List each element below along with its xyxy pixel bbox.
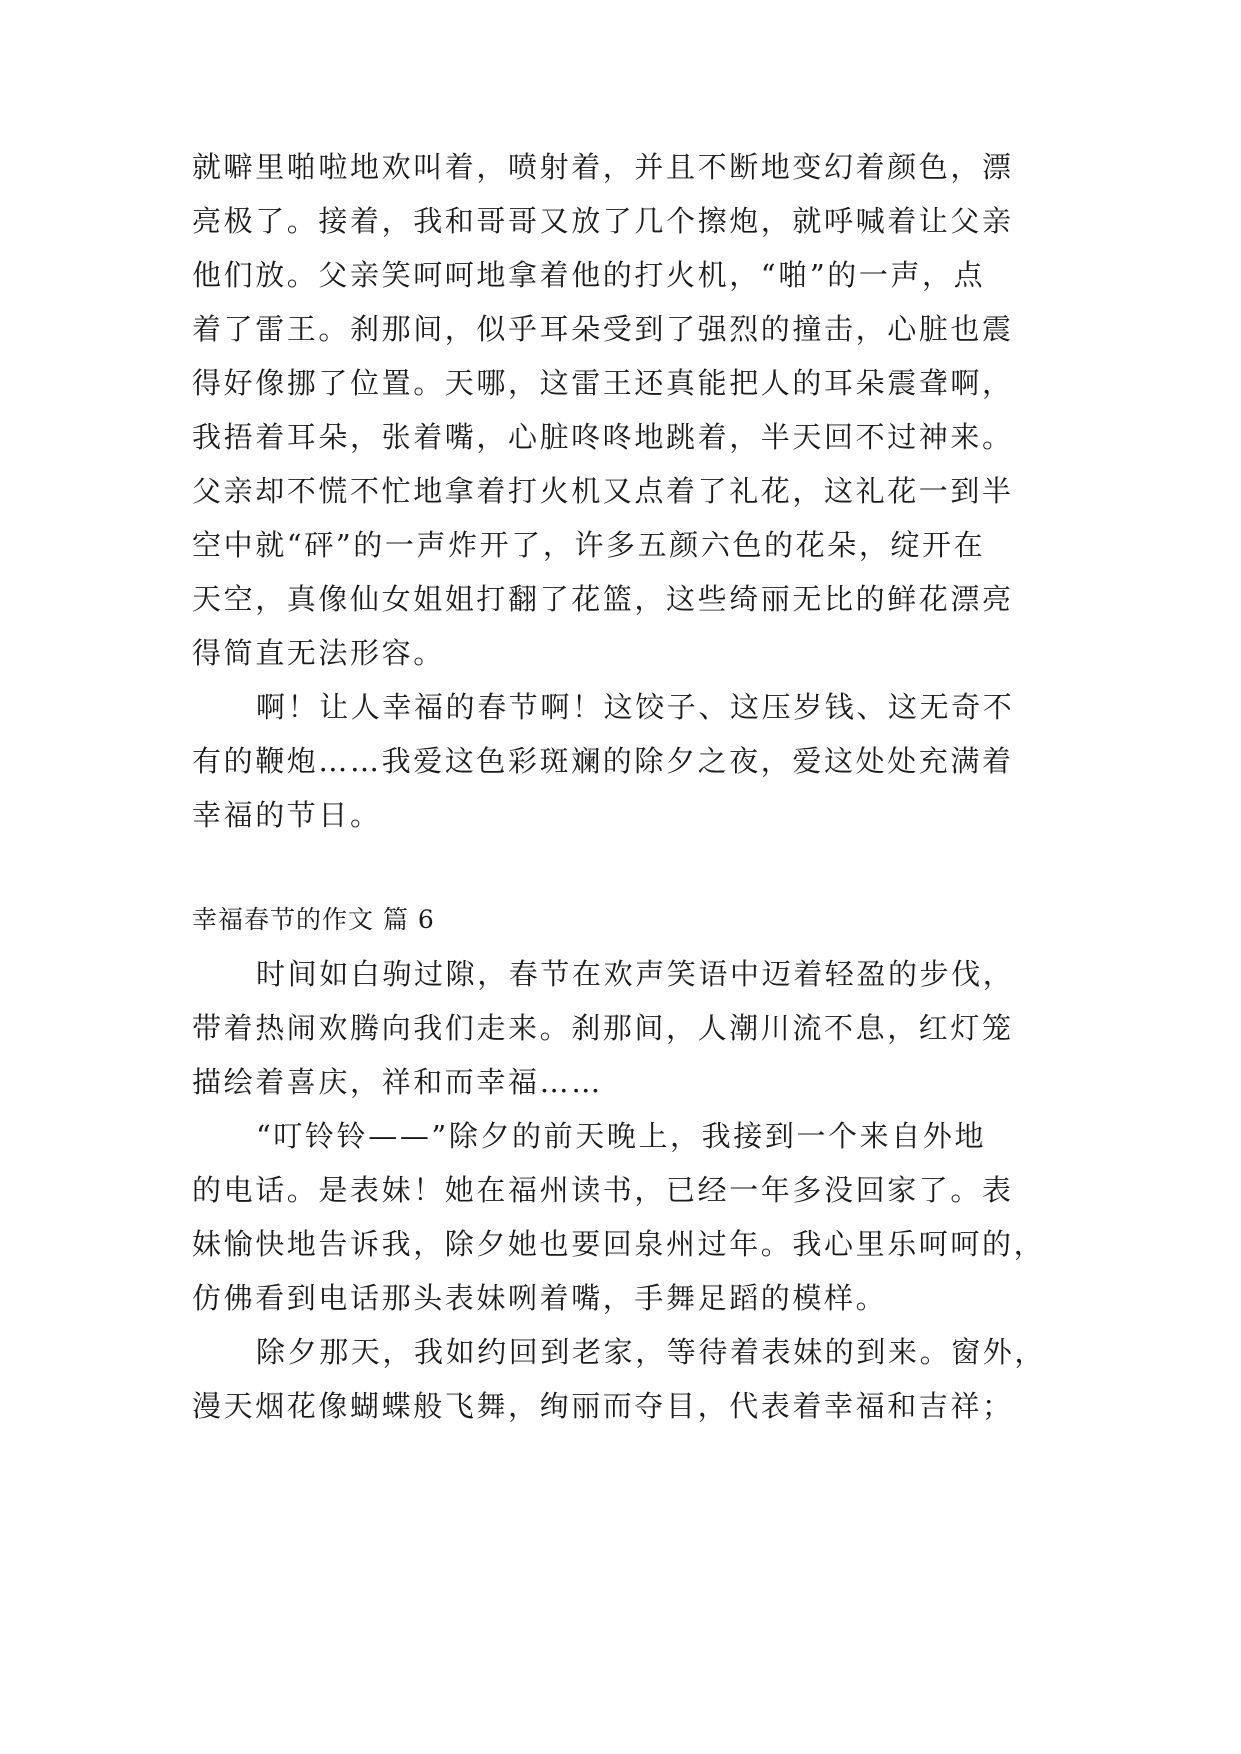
paragraph-line: 得简直无法形容。 (192, 636, 445, 670)
paragraph-line: 得好像挪了位置。天哪，这雷王还真能把人的耳朵震聋啊， (192, 366, 1014, 400)
paragraph-line: 仿佛看到电话那头表妹咧着嘴，手舞足蹈的模样。 (192, 1281, 888, 1315)
paragraph-line: 妹愉快地告诉我，除夕她也要回泉州过年。我心里乐呵呵的， (192, 1227, 1046, 1261)
paragraph-line: 除夕那天，我如约回到老家，等待着表妹的到来。窗外， (256, 1335, 1047, 1369)
paragraph-line: 时间如白驹过隙，春节在欢声笑语中迈着轻盈的步伐， (256, 957, 1015, 991)
paragraph-line: 我捂着耳朵，张着嘴，心脏咚咚地跳着，半天回不过神来。 (192, 420, 1014, 454)
paragraph-line: 啊！让人幸福的春节啊！这饺子、这压岁钱、这无奇不 (256, 690, 1015, 724)
paragraph-line: “叮铃铃——”除夕的前天晚上，我接到一个来自外地 (256, 1119, 987, 1153)
section-heading: 幸福春节的作文 篇 6 (192, 905, 435, 934)
paragraph-line: 有的鞭炮……我爱这色彩斑斓的除夕之夜，爱这处处充满着 (192, 744, 1014, 778)
paragraph-line: 带着热闹欢腾向我们走来。刹那间，人潮川流不息，红灯笼 (192, 1011, 1014, 1045)
paragraph-line: 描绘着喜庆，祥和而幸福…… (192, 1065, 603, 1099)
paragraph-line: 的电话。是表妹！她在福州读书，已经一年多没回家了。表 (192, 1173, 1014, 1207)
paragraph-line: 父亲却不慌不忙地拿着打火机又点着了礼花，这礼花一到半 (192, 474, 1014, 508)
paragraph-line: 空中就“砰”的一声炸开了，许多五颜六色的花朵，绽开在 (192, 528, 986, 562)
paragraph-line: 漫天烟花像蝴蝶般飞舞，绚丽而夺目，代表着幸福和吉祥； (192, 1389, 1014, 1423)
paragraph-line: 他们放。父亲笑呵呵地拿着他的打火机，“啪”的一声，点 (192, 258, 986, 292)
paragraph-line: 着了雷王。刹那间，似乎耳朵受到了强烈的撞击，心脏也震 (192, 312, 1014, 346)
paragraph-line: 天空，真像仙女姐姐打翻了花篮，这些绮丽无比的鲜花漂亮 (192, 582, 1014, 616)
paragraph-line: 幸福的节日。 (192, 798, 382, 832)
paragraph-line: 亮极了。接着，我和哥哥又放了几个擦炮，就呼喊着让父亲 (192, 204, 1014, 238)
paragraph-line: 就噼里啪啦地欢叫着，喷射着，并且不断地变幻着颜色，漂 (192, 150, 1014, 184)
